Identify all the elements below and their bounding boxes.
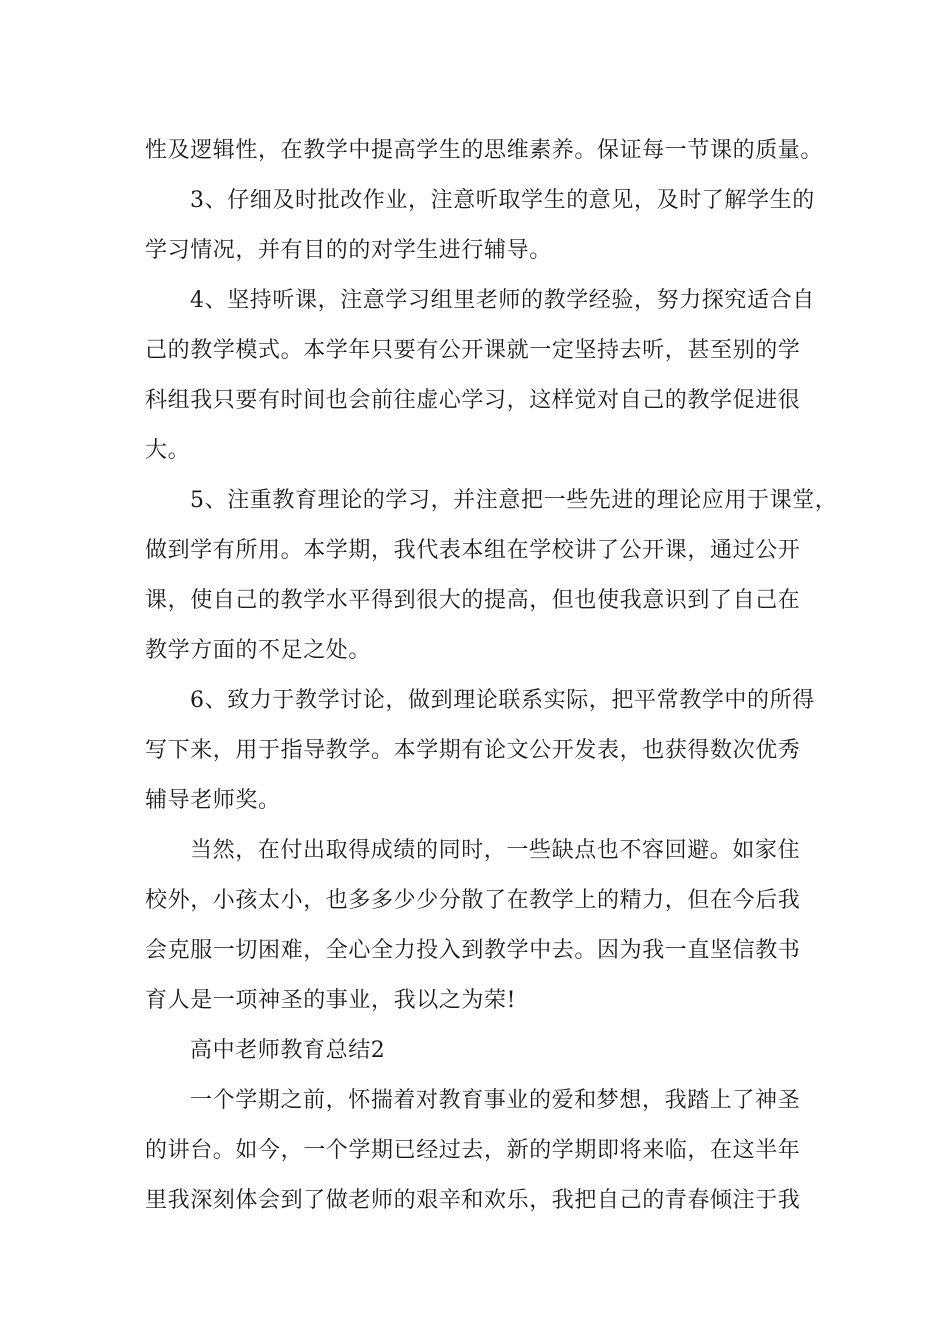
text-line: 4、坚持听课，注意学习组里老师的教学经验，努力探究适合自 xyxy=(190,288,815,313)
text-line: 的讲台。如今，一个学期已经过去，新的学期即将来临，在这半年 xyxy=(145,1138,801,1163)
text-line: 校外，小孩太小，也多多少少分散了在教学上的精力，但在今后我 xyxy=(145,888,801,913)
text-line: 育人是一项神圣的事业，我以之为荣! xyxy=(145,988,517,1013)
text-line: 学习情况，并有目的的对学生进行辅导。 xyxy=(145,238,552,263)
text-line: 科组我只要有时间也会前往虚心学习，这样觉对自己的教学促进很 xyxy=(145,388,801,413)
text-line: 做到学有所用。本学期，我代表本组在学校讲了公开课，通过公开 xyxy=(145,538,801,563)
text-line: 性及逻辑性，在教学中提高学生的思维素养。保证每一节课的质量。 xyxy=(145,138,824,163)
text-line: 写下来，用于指导教学。本学期有论文公开发表，也获得数次优秀 xyxy=(145,738,801,763)
text-line: 会克服一切困难，全心全力投入到教学中去。因为我一直坚信教书 xyxy=(145,938,801,963)
text-line: 里我深刻体会到了做老师的艰辛和欢乐，我把自己的青春倾注于我 xyxy=(145,1188,801,1213)
text-line: 己的教学模式。本学年只要有公开课就一定坚持去听，甚至别的学 xyxy=(145,338,801,363)
text-line: 当然，在付出取得成绩的同时，一些缺点也不容回避。如家住 xyxy=(190,838,801,863)
section-heading: 高中老师教育总结2 xyxy=(190,1038,386,1063)
text-line: 一个学期之前，怀揣着对教育事业的爱和梦想，我踏上了神圣 xyxy=(190,1088,801,1113)
text-line: 辅导老师奖。 xyxy=(145,788,281,813)
text-line: 教学方面的不足之处。 xyxy=(145,638,372,663)
text-line: 5、注重教育理论的学习，并注意把一些先进的理论应用于课堂， xyxy=(190,488,838,513)
text-line: 6、致力于教学讨论，做到理论联系实际，把平常教学中的所得 xyxy=(190,688,815,713)
text-line: 3、仔细及时批改作业，注意听取学生的意见，及时了解学生的 xyxy=(190,188,815,213)
text-line: 大。 xyxy=(145,438,191,463)
text-line: 课，使自己的教学水平得到很大的提高，但也使我意识到了自己在 xyxy=(145,588,801,613)
